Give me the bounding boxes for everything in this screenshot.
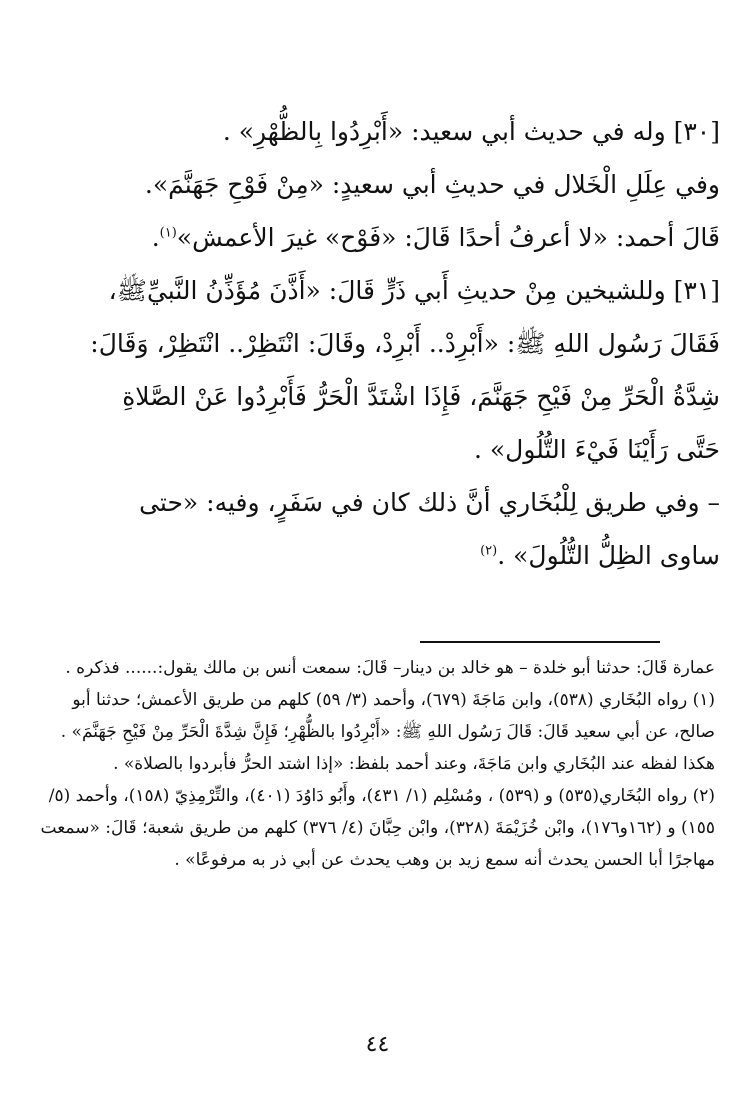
footnote-marker-1: (١) — [159, 225, 177, 241]
page-number: ٤٤ — [365, 1032, 390, 1057]
paragraph-ilal: وفي عِلَلِ الْخَلال في حديثِ أبي سعيدٍ: «مِنْ فَوْحِ جَهَنَّمَ». — [144, 170, 720, 199]
paragraph-bukhari-route-text: – وفي طريق لِلْبُخَاري أنَّ ذلك كان في سَفَرٍ، وفيه: «حتى ساوى الظِلُّ التُّلُولَ» . — [139, 488, 720, 570]
footnote-1: (١) رواه البُخَاري (٥٣٨)، وابن مَاجَةَ (٦٧٩)، وأحمد (٣/ ٥٩) كلهم من طريق الأعمش؛ حدثنا أبو صالح، عن أبي سعيد قَالَ: قَالَ رَسُول اللهِ ﷺ: «أَبْرِدُوا بالظُّهْرِ؛ فَإِنَّ شِدَّةَ الْحَرِّ مِنْ فَيْحِ جَهَنَّمَ» . هكذا لفظه عند البُخَاري وابن مَاجَةَ، وعند أحمد بلفظ: «إذا اشتد الحرُّ فأبردوا بالصلاة» . — [60, 690, 715, 774]
footnote-marker-2: (٢) — [480, 543, 498, 559]
paragraph-bukhari-route — [80, 476, 720, 582]
paragraph-ahmad: قَالَ أحمد: «لا أعرفُ أحدًا قَالَ: «فَوْح» غيرَ الأعمش»$^{(١)}$. — [151, 223, 720, 252]
paragraph-ahmad-text: قَالَ أحمد: «لا أعرفُ أحدًا قَالَ: «فَوْح» غيرَ الأعمش» — [176, 223, 720, 252]
main-text — [80, 105, 720, 582]
footnote-2: (٢) رواه البُخَاري(٥٣٥) و (٥٣٩) ، ومُسْلِم (١/ ٤٣١)، وأَبُو دَاوُدَ (٤٠١)، والتِّرْمِذِيّ (١٥٨)، وأحمد (٥/ ١٥٥) و (١٦٢و١٧٦)، وابْن خُزَيْمَةَ (٣٢٨)، وابْن حِبَّانَ (٤/ ٣٧٦) كلهم من طريق شعبة؛ قَالَ: «سمعت مهاجرًا أبا الحسن يحدث أنه سمع زيد بن وهب يحدث عن أبي ذر به مرفوعًا» . — [40, 786, 715, 870]
footnote-separator — [420, 641, 660, 643]
paragraph-30: [٣٠] وله في حديث أبي سعيد: «أَبْرِدُوا بِالظُّهْرِ» . — [222, 117, 720, 146]
footnotes — [40, 652, 715, 876]
paragraph-31: [٣١] وللشيخين مِنْ حديثِ أَبي ذَرٍّ قَالَ: «أَذَّنَ مُؤَذِّنُ النَّبيِّﷺ، فَقَالَ رَسُول اللهِ ﷺ: «أَبْرِدْ.. أَبْرِدْ، وقَالَ: انْتَظِرْ.. انْتَظِرْ، وَقَالَ: شِدَّةُ الْحَرِّ مِنْ فَيْحِ جَهَنَّمَ، فَإِذَا اشْتَدَّ الْحَرُّ فَأَبْرِدُوا عَنْ الصَّلاةِ حَتَّى رَأَيْنَا فَيْءَ التُّلُول» . — [90, 276, 720, 464]
footnote-continuation: عمارة قَالَ: حدثنا أبو خلدة – هو خالد بن دينار– قَالَ: سمعت أنس بن مالك يقول:...... فذكره . — [65, 658, 715, 678]
